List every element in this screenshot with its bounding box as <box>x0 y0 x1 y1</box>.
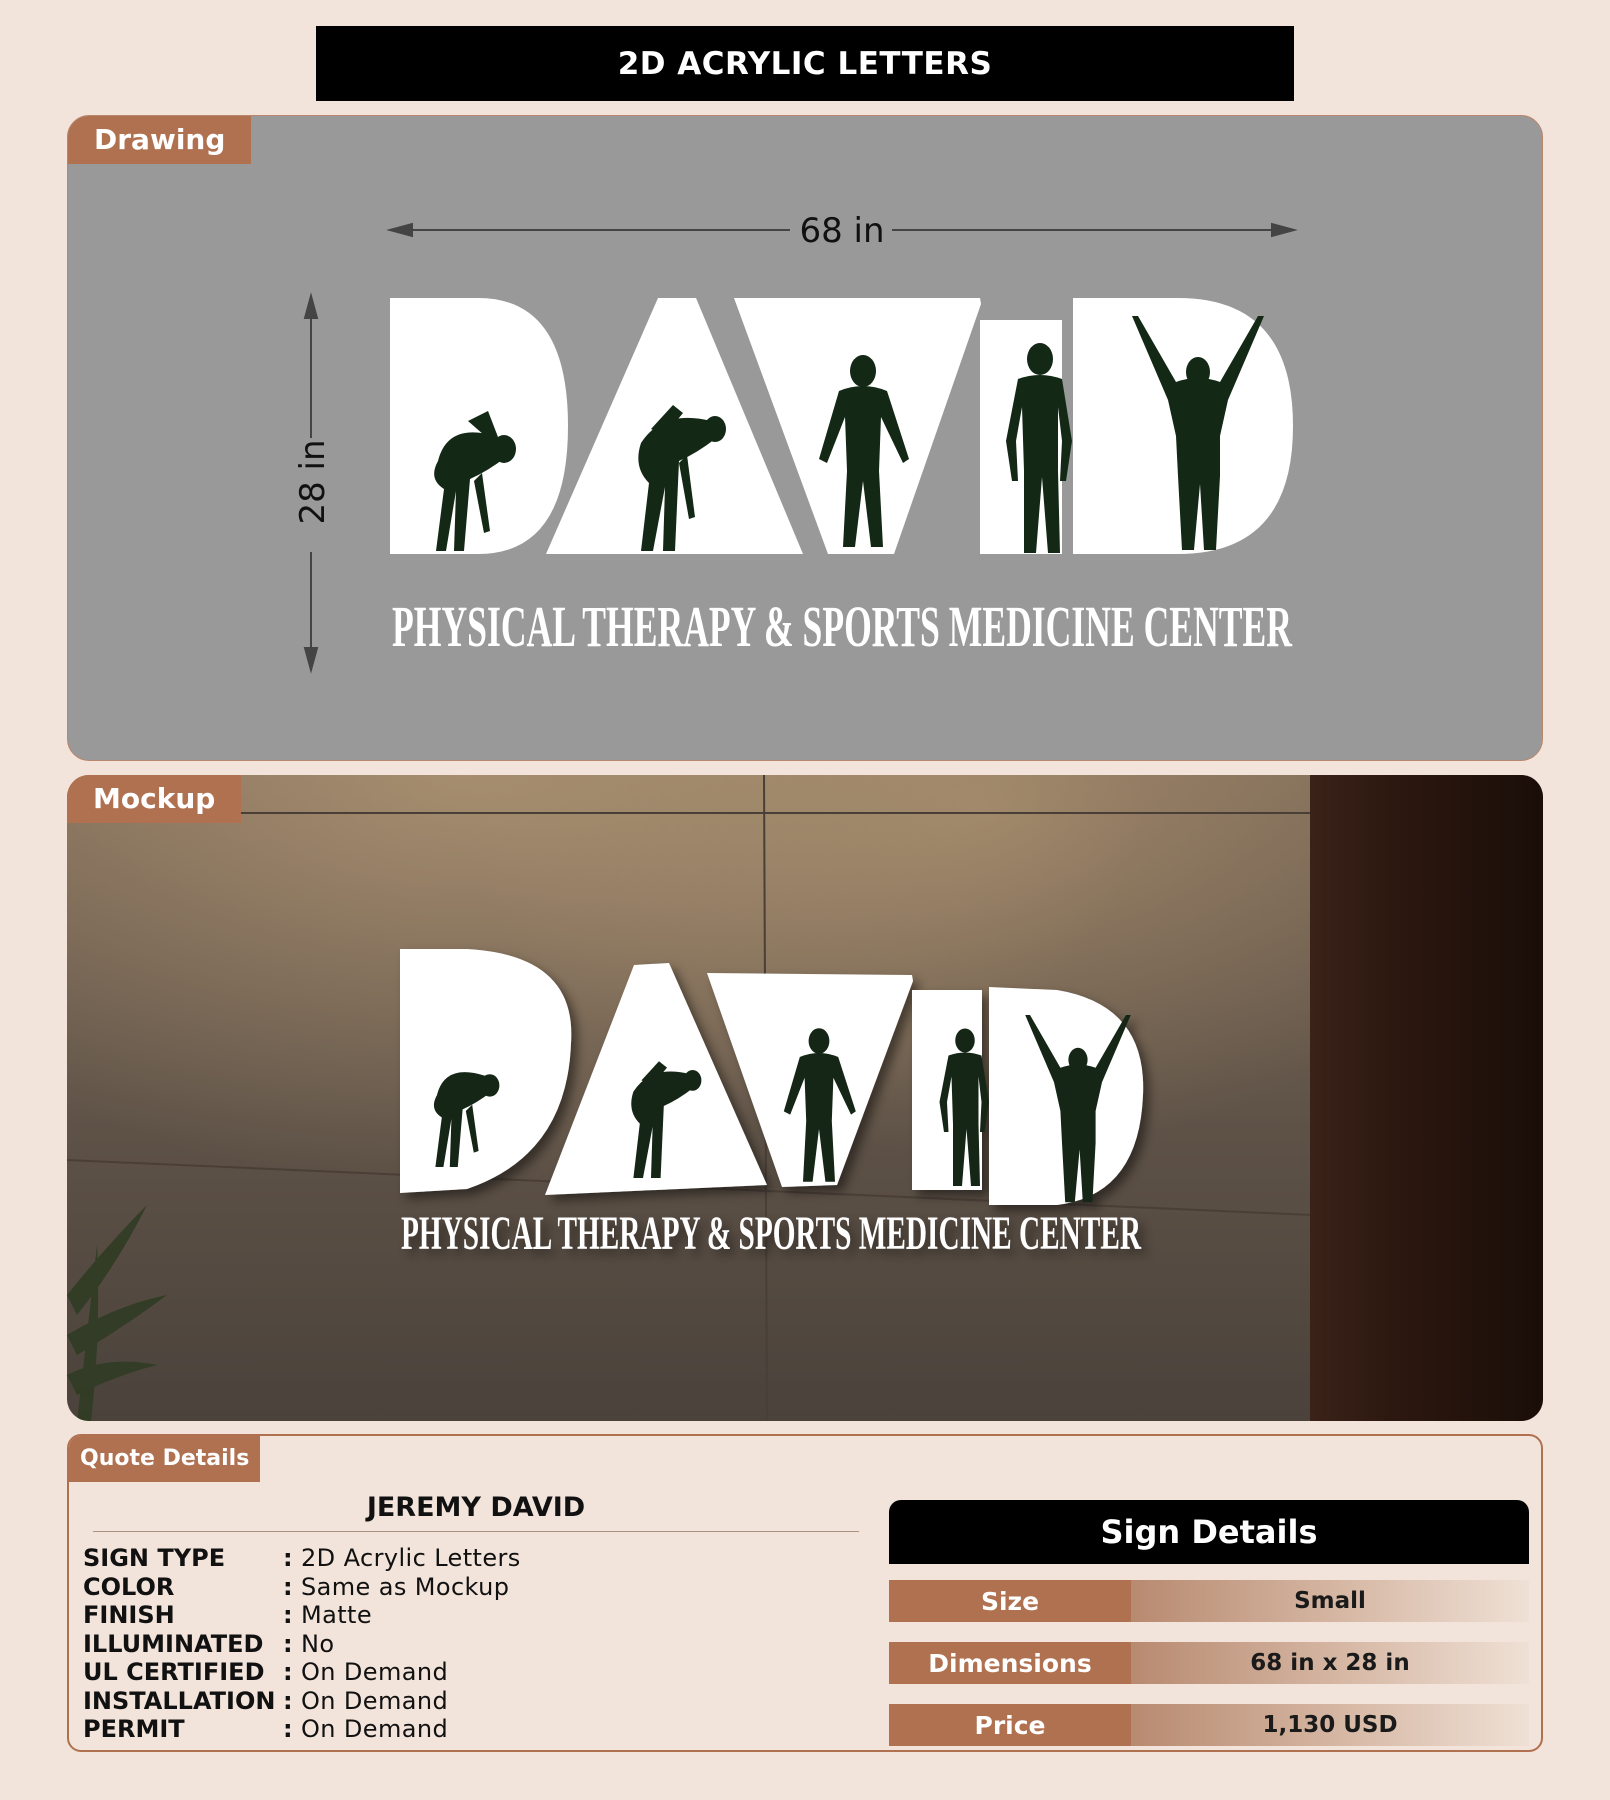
spec-colon: : <box>283 1658 293 1687</box>
spec-value: No <box>301 1629 335 1658</box>
sign-details-table <box>889 1500 1529 1746</box>
spec-value: Same as Mockup <box>301 1572 510 1601</box>
sign-details-heading: Sign Details <box>889 1500 1529 1564</box>
spec-key: SIGN TYPE <box>83 1544 226 1573</box>
spec-key: COLOR <box>83 1572 175 1601</box>
mockup-logo <box>400 949 1143 1260</box>
drawing-canvas <box>68 116 1543 761</box>
height-label: 28 in <box>293 439 333 525</box>
spec-colon: : <box>283 1686 293 1715</box>
spec-key: FINISH <box>83 1601 175 1630</box>
mockup-subtitle: PHYSICAL THERAPY & SPORTS MEDICINE CENTER <box>401 1207 1142 1260</box>
customer-name: JEREMY DAVID <box>93 1492 859 1532</box>
spec-list <box>83 1544 521 1744</box>
plant-leaves <box>67 1205 167 1421</box>
logo-letters <box>390 298 1293 554</box>
sign-details-row-dimensions <box>889 1642 1529 1684</box>
sign-details-key: Price <box>889 1704 1131 1746</box>
page-title: 2D ACRYLIC LETTERS <box>316 26 1294 101</box>
quote-details-panel <box>67 1434 1543 1752</box>
spec-row-ul-certified <box>83 1658 521 1687</box>
mockup-scene <box>67 775 1543 1421</box>
quote-details-tag: Quote Details <box>69 1436 260 1482</box>
spec-colon: : <box>283 1715 293 1744</box>
wood-wall-panel <box>1310 775 1543 1421</box>
spec-row-color <box>83 1573 521 1602</box>
sign-details-value: 1,130 USD <box>1131 1704 1529 1746</box>
spec-key: ILLUMINATED <box>83 1629 264 1658</box>
spec-key: PERMIT <box>83 1715 185 1744</box>
spec-row-sign-type <box>83 1544 521 1573</box>
spec-row-finish <box>83 1601 521 1630</box>
mockup-panel <box>67 775 1543 1421</box>
spec-value: On Demand <box>301 1686 449 1715</box>
drawing-tag: Drawing <box>68 116 251 164</box>
spec-row-illuminated <box>83 1630 521 1659</box>
width-label: 68 in <box>799 211 885 251</box>
spec-value: On Demand <box>301 1715 449 1744</box>
sign-details-row-size <box>889 1580 1529 1622</box>
spec-colon: : <box>283 1629 293 1658</box>
spec-key: INSTALLATION <box>83 1686 276 1715</box>
spec-key: UL CERTIFIED <box>83 1658 265 1687</box>
spec-colon: : <box>283 1572 293 1601</box>
sign-details-key: Size <box>889 1580 1131 1622</box>
sign-details-row-price <box>889 1704 1529 1746</box>
spec-colon: : <box>283 1601 293 1630</box>
spec-value: 2D Acrylic Letters <box>301 1544 521 1573</box>
drawing-subtitle: PHYSICAL THERAPY & SPORTS MEDICINE CENTER <box>392 594 1293 659</box>
spec-row-installation <box>83 1687 521 1716</box>
drawing-panel <box>67 115 1543 761</box>
spec-colon: : <box>283 1544 293 1573</box>
sign-details-value: 68 in x 28 in <box>1131 1642 1529 1684</box>
spec-value: Matte <box>301 1601 372 1630</box>
mockup-tag: Mockup <box>67 775 241 823</box>
sign-details-value: Small <box>1131 1580 1529 1622</box>
spec-value: On Demand <box>301 1658 449 1687</box>
spec-row-permit <box>83 1715 521 1744</box>
sign-details-key: Dimensions <box>889 1642 1131 1684</box>
